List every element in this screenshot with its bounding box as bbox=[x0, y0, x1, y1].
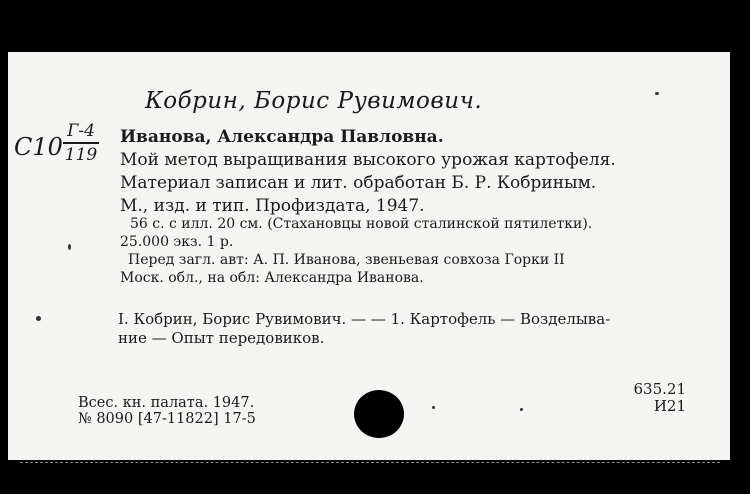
author-name: Иванова, Александра Павловна. bbox=[120, 127, 444, 147]
title-line: Материал записан и лит. обработан Б. Р. Кобриным. bbox=[120, 173, 597, 193]
call-number-denominator: 119 bbox=[64, 145, 98, 165]
title-line: Мой метод выращивания высокого урожая картофеля. bbox=[120, 150, 616, 170]
description-line: 56 с. с илл. 20 см. (Стахановцы новой сталинской пятилетки). bbox=[130, 216, 593, 232]
ink-speck bbox=[655, 92, 659, 95]
description-line: Моск. обл., на обл: Александра Иванова. bbox=[120, 270, 424, 286]
tracing-line: I. Кобрин, Борис Рувимович. — — 1. Картофель — Возделыва- bbox=[118, 310, 611, 328]
description-line: 25.000 экз. 1 р. bbox=[120, 234, 234, 250]
description-line: Перед загл. авт: А. П. Иванова, звеньевая совхоза Горки II bbox=[128, 252, 565, 268]
classification-number: И21 bbox=[653, 397, 686, 415]
call-number-fraction bbox=[63, 121, 99, 165]
card-heading: Кобрин, Борис Рувимович. bbox=[145, 88, 483, 114]
tracing-line: ние — Опыт передовиков. bbox=[118, 329, 325, 347]
publisher-line: № 8090 [47-11822] 17-5 bbox=[78, 411, 256, 427]
ink-speck bbox=[432, 406, 435, 409]
classification-number: 635.21 bbox=[633, 380, 686, 398]
card-edge-line bbox=[20, 462, 720, 463]
publisher-line: Всес. кн. палата. 1947. bbox=[78, 395, 255, 411]
ink-blot bbox=[354, 390, 404, 438]
fraction-bar bbox=[63, 142, 99, 144]
ink-speck bbox=[36, 316, 41, 321]
ink-speck bbox=[520, 408, 523, 411]
ink-speck bbox=[68, 244, 71, 250]
imprint-line: М., изд. и тип. Профиздата, 1947. bbox=[120, 196, 425, 216]
call-number-numerator: Г-4 bbox=[67, 121, 95, 141]
call-number-prefix: С10 bbox=[14, 133, 63, 161]
